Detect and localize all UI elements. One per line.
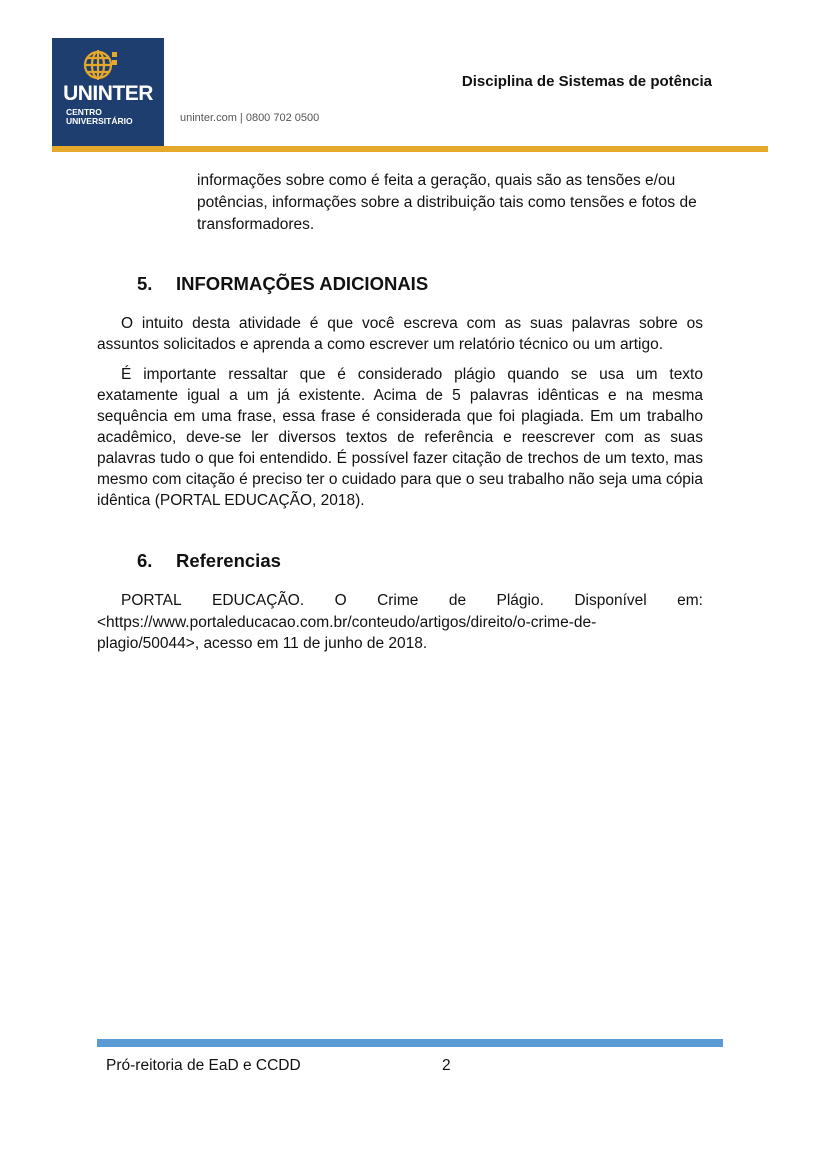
logo-name: UNINTER (63, 82, 153, 105)
reference-entry (97, 590, 703, 655)
header-title: Disciplina de Sistemas de potência (461, 73, 712, 90)
section-number: 5. (137, 273, 153, 294)
header-rule (52, 146, 768, 152)
ref-word: Disponível (574, 592, 647, 609)
ref-word: Crime (377, 592, 419, 609)
intro-text: informações sobre como é feita a geração, quais são as tensões e/ou potências, informações sobre a distribuição tais como tensões e fotos de transformadores. (197, 172, 697, 233)
section-heading-6 (137, 550, 281, 572)
logo-line1: CENTRO (66, 107, 102, 117)
footer-text: Pró-reitoria de EaD e CCDD (106, 1057, 301, 1074)
ref-word: PORTAL (121, 592, 182, 609)
ref-word: de (448, 592, 467, 609)
uninter-logo (52, 38, 164, 150)
section-title: Referencias (176, 550, 281, 571)
contact-info: uninter.com | 0800 702 0500 (180, 112, 320, 124)
ref-word: Plágio. (496, 592, 544, 609)
reference-first-line (97, 590, 703, 612)
ref-word: EDUCAÇÃO. (212, 592, 305, 609)
logo-line2: UNIVERSITÁRIO (66, 116, 133, 126)
footer-rule (97, 1039, 723, 1047)
paragraph: É importante ressaltar que é considerado plágio quando se usa um texto exatamente igual a um já existente. Acima de 5 palavras idênticas e na mesma sequência em uma frase, essa frase é considerada que foi plagiada. Em um trabalho acadêmico, deve-se ler diversos textos de referência e reescrever com as suas palavras tudo o que foi entendido. É possível fazer citação de trechos de um texto, mas mesmo com citação é preciso ter o cuidado para que o seu trabalho não seja uma cópia idêntica (PORTAL EDUCAÇÃO, 2018). (97, 366, 703, 509)
reference-link[interactable]: <https://www.portaleducacao.com.br/conteudo/artigos/direito/o-crime-de-plagio/50044>, acesso em 11 de junho de 2018. (97, 613, 597, 652)
logo-subtitle (66, 108, 133, 126)
ref-word: em: (677, 592, 703, 609)
section-title: INFORMAÇÕES ADICIONAIS (176, 273, 429, 294)
ref-word: O (334, 592, 347, 609)
section-number: 6. (137, 550, 153, 571)
section-heading-5 (137, 273, 428, 295)
page-number: 2 (442, 1057, 451, 1074)
paragraph: O intuito desta atividade é que você escreva com as suas palavras sobre os assuntos solicitados e aprenda a como escrever um relatório técnico ou um artigo. (97, 315, 703, 353)
